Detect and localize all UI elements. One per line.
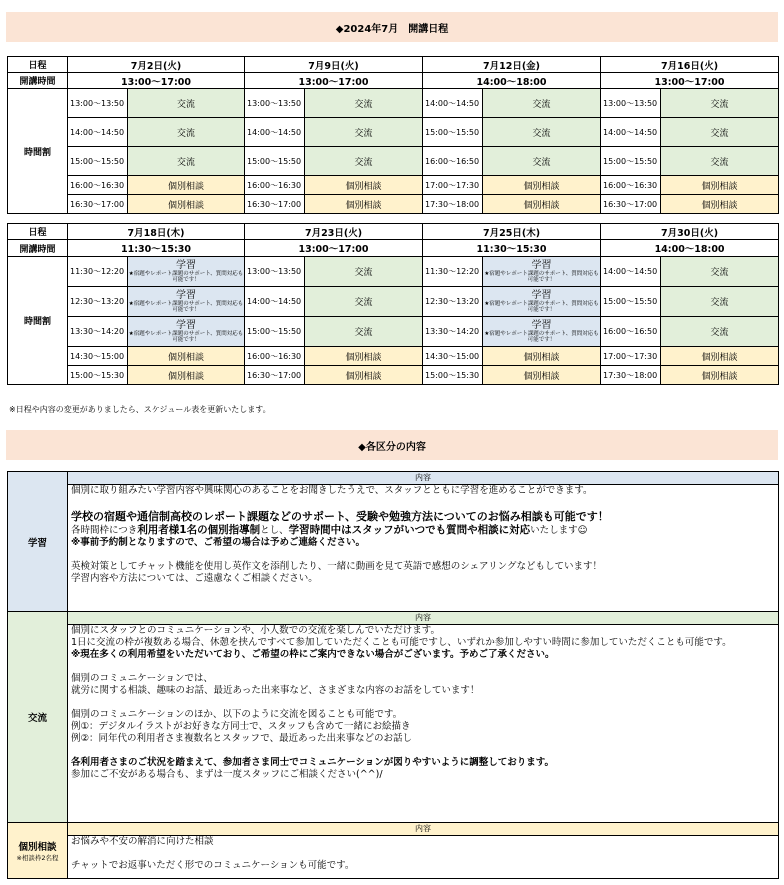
slot-time: 15:00～15:50 <box>245 317 305 347</box>
slot-exchange: 交流 <box>305 89 423 118</box>
schedule-banner: ◆2024年7月 開講日程 <box>6 12 778 42</box>
slot-exchange: 交流 <box>305 287 423 317</box>
content-header: 内容 <box>68 472 779 485</box>
slot-time: 16:30～17:00 <box>68 195 128 214</box>
slot-time: 16:00～16:30 <box>245 176 305 195</box>
slot-time: 15:00～15:30 <box>68 366 128 385</box>
schedule-note: ※日程や内容の変更がありましたら、スケジュール表を更新いたします。 <box>9 405 271 414</box>
hours-cell: 14:00～18:00 <box>423 73 601 89</box>
exchange-line: 就労に関する相談、趣味のお話、最近あった出来事など、さまざまな内容のお話をしています！ <box>71 685 480 696</box>
slot-row <box>8 317 779 347</box>
consult-body-row <box>8 836 779 879</box>
study-highlight: 学校の宿題や通信制高校のレポート課題などのサポート、受験や勉強方法についてのお悩み相談も可能です！ <box>71 510 609 523</box>
slot-exchange: 交流 <box>305 257 423 287</box>
date-label: 日程 <box>8 224 68 240</box>
study-line: 英検対策としてチャット機能を使用し英作文を添削したり、一緒に動画を見て英語で感想のシェアリングなどもしています！ <box>71 561 602 572</box>
study-reservation-note: ※事前予約制となりますので、ご希望の場合は予めご連絡ください。 <box>71 537 366 548</box>
slot-time: 16:00～16:50 <box>423 147 483 176</box>
slot-consult: 個別相談 <box>305 176 423 195</box>
slot-consult: 個別相談 <box>483 195 601 214</box>
slot-study-note: ★宿題やレポート課題のサポート、質問対応も可能です！ <box>484 300 599 313</box>
slot-study-title: 学習 <box>531 319 552 331</box>
slot-exchange: 交流 <box>661 317 779 347</box>
study-content <box>68 485 779 612</box>
slot-time: 15:00～15:50 <box>601 287 661 317</box>
slot-study-title: 学習 <box>176 259 196 271</box>
study-line: 学習内容や方法については、ご遠慮なくご相談ください。 <box>71 573 318 584</box>
timetable-label: 時間割 <box>8 257 68 385</box>
study-line: 個別に取り組みたい学習内容や興味関心のあることをお聞きしたうえで、スタッフとともに学習を進めることができます。 <box>71 485 593 496</box>
slot-time: 16:30～17:00 <box>245 195 305 214</box>
slot-study <box>128 257 245 287</box>
content-header: 内容 <box>68 612 779 625</box>
consult-line: お悩みや不安の解消に向けた相談 <box>71 836 214 847</box>
exchange-line: 参加にご不安がある場合も、まずは一度スタッフにご相談ください(^^)/ <box>71 769 383 780</box>
content-header: 内容 <box>68 823 779 836</box>
slot-consult: 個別相談 <box>128 176 245 195</box>
slot-time: 12:30～13:20 <box>68 287 128 317</box>
category-consult <box>8 823 68 879</box>
slot-consult: 個別相談 <box>483 347 601 366</box>
category-study: 学習 <box>8 472 68 612</box>
slot-row <box>8 118 779 147</box>
category-consult-sub: ※相談枠2名程 <box>16 854 59 862</box>
date-row <box>8 224 779 240</box>
slot-consult: 個別相談 <box>661 366 779 385</box>
schedule-table-week1 <box>7 56 779 214</box>
slot-consult: 個別相談 <box>128 366 245 385</box>
slot-time: 12:30～13:20 <box>423 287 483 317</box>
slot-time: 14:00～14:50 <box>245 287 305 317</box>
slot-time: 13:00～13:50 <box>245 257 305 287</box>
slot-study-note: ★宿題やレポート課題のサポート、質問対応も可能です！ <box>128 270 244 283</box>
slot-study-title: 学習 <box>531 289 552 301</box>
slot-study-title: 学習 <box>176 289 196 301</box>
slot-study-title: 学習 <box>531 259 552 271</box>
slot-row <box>8 176 779 195</box>
slot-time: 14:00～14:50 <box>245 118 305 147</box>
slot-study <box>483 257 601 287</box>
slot-consult: 個別相談 <box>305 347 423 366</box>
slot-exchange: 交流 <box>661 287 779 317</box>
slot-time: 15:00～15:50 <box>423 118 483 147</box>
date-cell: 7月25日(木) <box>423 224 601 240</box>
hours-row <box>8 240 779 257</box>
slot-study <box>128 287 245 317</box>
slot-exchange: 交流 <box>661 89 779 118</box>
date-cell: 7月18日(木) <box>68 224 245 240</box>
schedule-table-week2 <box>7 223 779 385</box>
slot-study-note: ★宿題やレポート課題のサポート、質問対応も可能です！ <box>128 330 244 343</box>
study-line: 各時間枠につき利用者様1名の個別指導制とし、学習時間中はスタッフがいつでも質問や相談に対応いたします☺ <box>71 524 588 536</box>
slot-consult: 個別相談 <box>483 366 601 385</box>
hours-label: 開講時間 <box>8 240 68 257</box>
category-description-table <box>7 471 779 879</box>
slot-consult: 個別相談 <box>661 176 779 195</box>
slot-time: 16:30～17:00 <box>601 195 661 214</box>
slot-time: 15:00～15:50 <box>601 147 661 176</box>
slot-consult: 個別相談 <box>128 347 245 366</box>
consult-content <box>68 836 779 879</box>
slot-time: 13:00～13:50 <box>601 89 661 118</box>
slot-exchange: 交流 <box>305 147 423 176</box>
slot-row <box>8 366 779 385</box>
slot-study <box>128 317 245 347</box>
slot-time: 11:30～12:20 <box>68 257 128 287</box>
slot-time: 16:00～16:50 <box>601 317 661 347</box>
slot-time: 14:00～14:50 <box>601 118 661 147</box>
slot-consult: 個別相談 <box>305 195 423 214</box>
slot-time: 15:00～15:50 <box>68 147 128 176</box>
slot-row <box>8 257 779 287</box>
exchange-content <box>68 625 779 823</box>
study-header-row <box>8 472 779 485</box>
slot-time: 14:00～14:50 <box>68 118 128 147</box>
slot-time: 16:00～16:30 <box>68 176 128 195</box>
slot-study-title: 学習 <box>176 319 196 331</box>
slot-time: 17:30～18:00 <box>423 195 483 214</box>
slot-time: 14:00～14:50 <box>601 257 661 287</box>
slot-exchange: 交流 <box>661 118 779 147</box>
slot-time: 13:30～14:20 <box>423 317 483 347</box>
category-consult-label: 個別相談 <box>18 842 57 853</box>
exchange-line: 各利用者さまのご状況を踏まえて、参加者さま同士でコミュニケーションが図りやすいように調整しております。 <box>71 757 554 768</box>
slot-consult: 個別相談 <box>661 195 779 214</box>
slot-time: 13:30～14:20 <box>68 317 128 347</box>
study-body-row <box>8 485 779 612</box>
slot-time: 15:00～15:50 <box>245 147 305 176</box>
slot-exchange: 交流 <box>483 118 601 147</box>
category-exchange: 交流 <box>8 612 68 823</box>
hours-cell: 13:00～17:00 <box>68 73 245 89</box>
date-label: 日程 <box>8 57 68 73</box>
exchange-line: 1日に交流の枠が複数ある場合、休憩を挟んですべて参加していただくことも可能ですし、いずれか参加しやすい時間に参加していただくことも可能です。 <box>71 637 732 648</box>
slot-time: 11:30～12:20 <box>423 257 483 287</box>
slot-consult: 個別相談 <box>305 366 423 385</box>
slot-exchange: 交流 <box>128 118 245 147</box>
date-cell: 7月30日(火) <box>601 224 779 240</box>
date-cell: 7月12日(金) <box>423 57 601 73</box>
hours-row <box>8 73 779 89</box>
sections-banner: ◆各区分の内容 <box>6 430 778 460</box>
hours-cell: 11:30～15:30 <box>423 240 601 257</box>
date-cell: 7月2日(火) <box>68 57 245 73</box>
exchange-notice: ※現在多くの利用希望をいただいており、ご希望の枠にご案内できない場合がございます。予めご了承ください。 <box>71 649 555 660</box>
exchange-line: 個別のコミュニケーションのほか、以下のように交流を図ることも可能です。 <box>71 709 403 720</box>
slot-exchange: 交流 <box>483 89 601 118</box>
slot-exchange: 交流 <box>128 89 245 118</box>
slot-row <box>8 147 779 176</box>
slot-time: 16:30～17:00 <box>245 366 305 385</box>
slot-time: 14:30～15:00 <box>423 347 483 366</box>
consult-line: チャットでお返事いただく形でのコミュニケーションも可能です。 <box>71 860 355 871</box>
slot-exchange: 交流 <box>661 147 779 176</box>
slot-study-note: ★宿題やレポート課題のサポート、質問対応も可能です！ <box>484 330 599 343</box>
exchange-line: 個別にスタッフとのコミュニケーションや、小人数での交流を楽しんでいただけます。 <box>71 625 440 636</box>
slot-time: 13:00～13:50 <box>245 89 305 118</box>
date-cell: 7月23日(火) <box>245 224 423 240</box>
slot-consult: 個別相談 <box>661 347 779 366</box>
exchange-example: 例①：デジタルイラストがお好きな方同士で、スタッフも含めて一緒にお絵描き <box>71 721 411 732</box>
hours-cell: 13:00～17:00 <box>245 73 423 89</box>
date-row <box>8 57 779 73</box>
slot-time: 14:00～14:50 <box>423 89 483 118</box>
date-cell: 7月9日(火) <box>245 57 423 73</box>
slot-time: 13:00～13:50 <box>68 89 128 118</box>
timetable-label: 時間割 <box>8 89 68 214</box>
slot-exchange: 交流 <box>483 147 601 176</box>
slot-row <box>8 347 779 366</box>
hours-cell: 13:00～17:00 <box>601 73 779 89</box>
slot-time: 17:00～17:30 <box>601 347 661 366</box>
exchange-header-row <box>8 612 779 625</box>
slot-study-note: ★宿題やレポート課題のサポート、質問対応も可能です！ <box>128 300 244 313</box>
exchange-line: 個別のコミュニケーションでは、 <box>71 673 213 684</box>
hours-cell: 14:00～18:00 <box>601 240 779 257</box>
exchange-example: 例②：同年代の利用者さま複数名とスタッフで、最近あった出来事などのお話し <box>71 733 413 744</box>
slot-exchange: 交流 <box>128 147 245 176</box>
hours-cell: 11:30～15:30 <box>68 240 245 257</box>
slot-row <box>8 195 779 214</box>
slot-time: 16:00～16:30 <box>245 347 305 366</box>
slot-exchange: 交流 <box>305 118 423 147</box>
date-cell: 7月16日(火) <box>601 57 779 73</box>
slot-time: 17:00～17:30 <box>423 176 483 195</box>
slot-study <box>483 317 601 347</box>
slot-exchange: 交流 <box>661 257 779 287</box>
slot-exchange: 交流 <box>305 317 423 347</box>
hours-label: 開講時間 <box>8 73 68 89</box>
slot-study-note: ★宿題やレポート課題のサポート、質問対応も可能です！ <box>484 270 599 283</box>
exchange-body-row <box>8 625 779 823</box>
hours-cell: 13:00～17:00 <box>245 240 423 257</box>
slot-consult: 個別相談 <box>128 195 245 214</box>
consult-header-row <box>8 823 779 836</box>
slot-row <box>8 89 779 118</box>
slot-study <box>483 287 601 317</box>
slot-time: 17:30～18:00 <box>601 366 661 385</box>
slot-time: 16:00～16:30 <box>601 176 661 195</box>
slot-time: 14:30～15:00 <box>68 347 128 366</box>
slot-consult: 個別相談 <box>483 176 601 195</box>
slot-row <box>8 287 779 317</box>
slot-time: 15:00～15:30 <box>423 366 483 385</box>
